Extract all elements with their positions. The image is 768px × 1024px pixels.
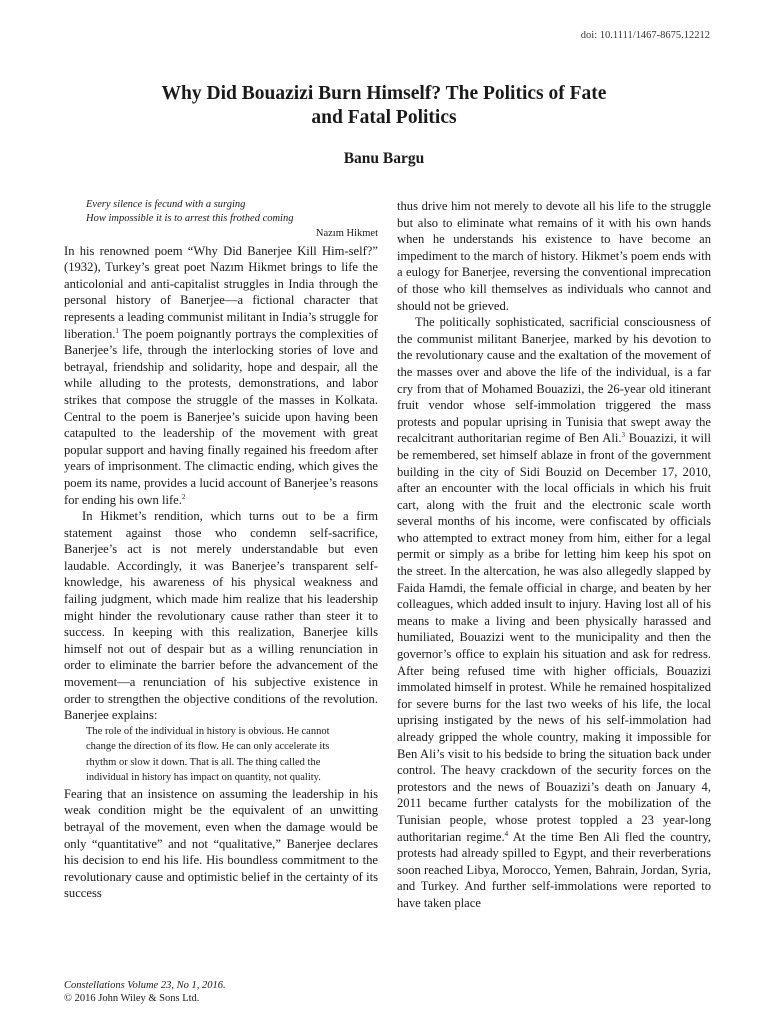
footnote-ref-4[interactable]: 4 [504,829,509,838]
article-title [80,82,688,130]
text-run: At the time Ben Ali fled the country, protests had already spilled to Egypt, and their reverberations soon reached Libya, Morocco, Yemen, Bahrain, Jordan, Syria, and Turkey. And further self-immolations were reported to have taken place [397,829,711,910]
right-column [397,198,711,912]
text-run: The politically sophisticated, sacrificial consciousness of the communist militant Banerjee, marked by his devotion to the revolutionary cause and the exaltation of the movement of the masses over and above the life of the individual, is a far cry from that of Mohamed Bouazizi, the 26-year old itinerant fruit vendor whose self-immolation triggered the mass protests and popular uprising in Tunisia that swept away the recalcitrant authoritarian regime of Ben Ali. [397,315,711,446]
footnote-ref-2[interactable]: 2 [181,492,186,501]
author-name: Banu Bargu [343,150,425,167]
footnote-ref-3[interactable]: 3 [621,431,625,440]
epigraph-line-2: How impossible it is to arrest this frothed coming [86,213,294,224]
page-footer [64,979,226,1005]
paragraph-continuation: thus drive him not merely to devote all his life to the struggle but also to eliminate what remains of it with his own hands when he understands his existence to have become an impediment to the march of history. Hikmet’s poem ends with a eulogy for Banerjee, reversing the conventional imprecation of those who kill themselves as individuals who cannot and should not be grieved. [397,199,711,313]
text-run: Bouazizi, it will be remembered, set himself ablaze in front of the government building in the city of Sidi Bouzid on December 17, 2010, after an encounter with the local officials in which his fruit cart, along with the fruit and the electronic scale worth several months of his income, were confiscated by officials who attempted to extract money from him, either for a legal permit or simply as a bribe for letting him keep his spot on the street. In the altercation, he was also allegedly slapped by Faida Hamdi, the female official in charge, and beaten by her colleagues, which added insult to injury. Having lost all of his means to make a living and been physically harassed and humiliated, Bouazizi went to the municipality and then the governor’s office to explain his situation and ask for redress. After being refused time with higher officials, Bouazizi immolated himself in protest. While he remained hospitalized for severe burns for the last two weeks of his life, the local uprising instigated by the news of his self-immolation had already gripped the whole country, making it impossible for Ben Ali’s visit to his bedside to bring the situation back under control. The heavy crackdown of the security forces on the protestors and the news of Bouazizi’s death on January 4, 2011 became further catalysts for the mobilization of the Tunisian people, whose protest toppled a 23 year-long authoritarian regime. [397,431,711,844]
left-column [64,198,378,902]
paragraph-fearing: Fearing that an insistence on assuming the leadership in his weak condition might be the equivalent of an unwitting betrayal of the movement, even when the damage would be only “quantitative” and not “qualitative,” Banerjee declares his decision to end his life. His boundless commitment to the revolutionary cause and optimistic belief in the certainty of its success [64,786,378,901]
copyright-notice: © 2016 John Wiley & Sons Ltd. [64,993,200,1004]
epigraph-attribution: Nazım Hikmet [315,228,378,239]
text-run: The poem poignantly portrays the complexities of Banerjee’s life, through the interlocking stories of love and betrayal, friendship and solidarity, hope and despair, all the while alluding to the protests, demonstrations, and labor strikes that compose the struggle of the masses in Kolkata. Central to the poem is Banerjee’s suicide upon having been catapulted to the leadership of the movement with great popular support and having finally regained his freedom after years of imprisonment. The climactic ending, which gives the poem its name, provides a lucid account of Banerjee’s reasons for ending his own life. [64,326,378,507]
block-quote: The role of the individual in history is obvious. He cannot change the direction of its flow. He can only accelerate its rhythm or slow it down. That is all. The thing called the individual in history has impact on quantity, not quality. [86,725,330,784]
paragraph-bouazizi [397,314,711,911]
epigraph-line-1: Every silence is fecund with a surging [86,199,246,210]
title-line-1: Why Did Bouazizi Burn Himself? The Politics of Fate [161,83,607,104]
footnote-ref-1[interactable]: 1 [115,326,119,335]
paragraph-intro [64,243,378,509]
paragraph-hikmet-rendition: In Hikmet’s rendition, which turns out to be a firm statement against those who condemn self-sacrifice, Banerjee’s act is not merely understandable but even laudable. Accordingly, it was Banerjee’s transparent self-knowledge, his awareness of his physical weakness and failing judgment, which made him realize that his leadership might hinder the revolutionary cause rather than steer it to success. In keeping with this realization, Banerjee kills himself not out of despair but as a willing renunciation in order to eliminate the barrier before the advancement of the movement—a renunciation of his subjective existence in order to strengthen the objective conditions of the revolution. Banerjee explains: [64,509,378,723]
journal-citation: Constellations Volume 23, No 1, 2016. [64,980,226,991]
doi-identifier: doi: 10.1111/1467-8675.12212 [580,30,710,41]
title-line-2: and Fatal Politics [311,107,457,128]
text-run: In his renowned poem “Why Did Banerjee Kill Him-self?” (1932), Turkey’s great poet Nazım Hikmet brings to life the anticolonial and anti-capitalist struggles in India through the personal history of Banerjee—a fictional character that represents a leading communist militant in India’s struggle for liberation. [64,243,378,341]
